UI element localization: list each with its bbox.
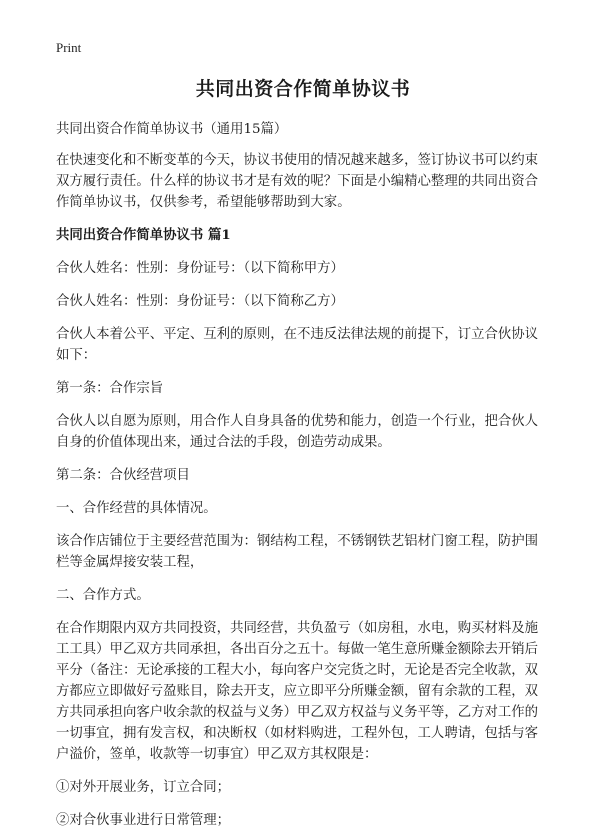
intro-paragraph: 在快速变化和不断变革的今天，协议书使用的情况越来越多，签订协议书可以约束双方履行责任。什么样的协议书才是有效的呢？下面是小编精心整理的共同出资合作简单协议书，仅供参考，希望能够帮助到大家。 xyxy=(56,153,539,210)
document-title: 共同出资合作简单协议书 xyxy=(195,78,411,100)
clause-1-heading: 一、合作经营的具体情况。 xyxy=(56,501,217,516)
right-item-1: ①对外开展业务，订立合同； xyxy=(56,780,231,795)
section-heading: 共同出资合作简单协议书 篇1 xyxy=(56,227,231,243)
right-item-2: ②对合伙事业进行日常管理； xyxy=(56,813,231,828)
document-subtitle: 共同出资合作简单协议书（通用15篇） xyxy=(56,122,288,137)
paragraph-partner-b: 合伙人姓名：性别：身份证号：（以下简称乙方） xyxy=(56,294,344,309)
article-1-body: 合伙人以自愿为原则，用合作人自身具备的优势和能力，创造一个行业，把合伙人自身的价值体现出来，通过合法的手段，创造劳动成果。 xyxy=(56,414,539,450)
paragraph-partner-a: 合伙人姓名：性别：身份证号：（以下简称甲方） xyxy=(56,261,344,276)
clause-2-body: 在合作期限内双方共同投资，共同经营，共负盈亏（如房租，水电，购买材料及施工工具）甲乙双方共同承担，各出百分之五十。每做一笔生意所赚金额除去开销后平分（备注：无论承接的工程大小，每向客户交完货之时，无论是否完全收款，双方都应立即做好亏盈账目，除去开支，应立即平分所赚金额，留有余款的工程，双方共同承担向客户收余款的权益与义务）甲乙双方权益与义务平等，乙方对工作的一切事宜，拥有发言权，和决断权（如材料购进，工程外包，工人聘请，包括与客户溢价，签单，收款等一切事宜）甲乙双方其权限是： xyxy=(56,621,539,762)
clause-1-body: 该合作店铺位于主要经营范围为：钢结构工程，不锈钢铁艺铝材门窗工程，防护围栏等金属焊接安装工程， xyxy=(56,534,539,570)
paragraph-principles: 合伙人本着公平、平定、互利的原则，在不违反法律法规的前提下，订立合伙协议如下： xyxy=(56,327,539,363)
print-link[interactable]: Print xyxy=(56,40,82,55)
clause-2-heading: 二、合作方式。 xyxy=(56,588,150,603)
article-1-heading: 第一条：合作宗旨 xyxy=(56,381,164,396)
article-2-heading: 第二条：合伙经营项目 xyxy=(56,468,190,483)
